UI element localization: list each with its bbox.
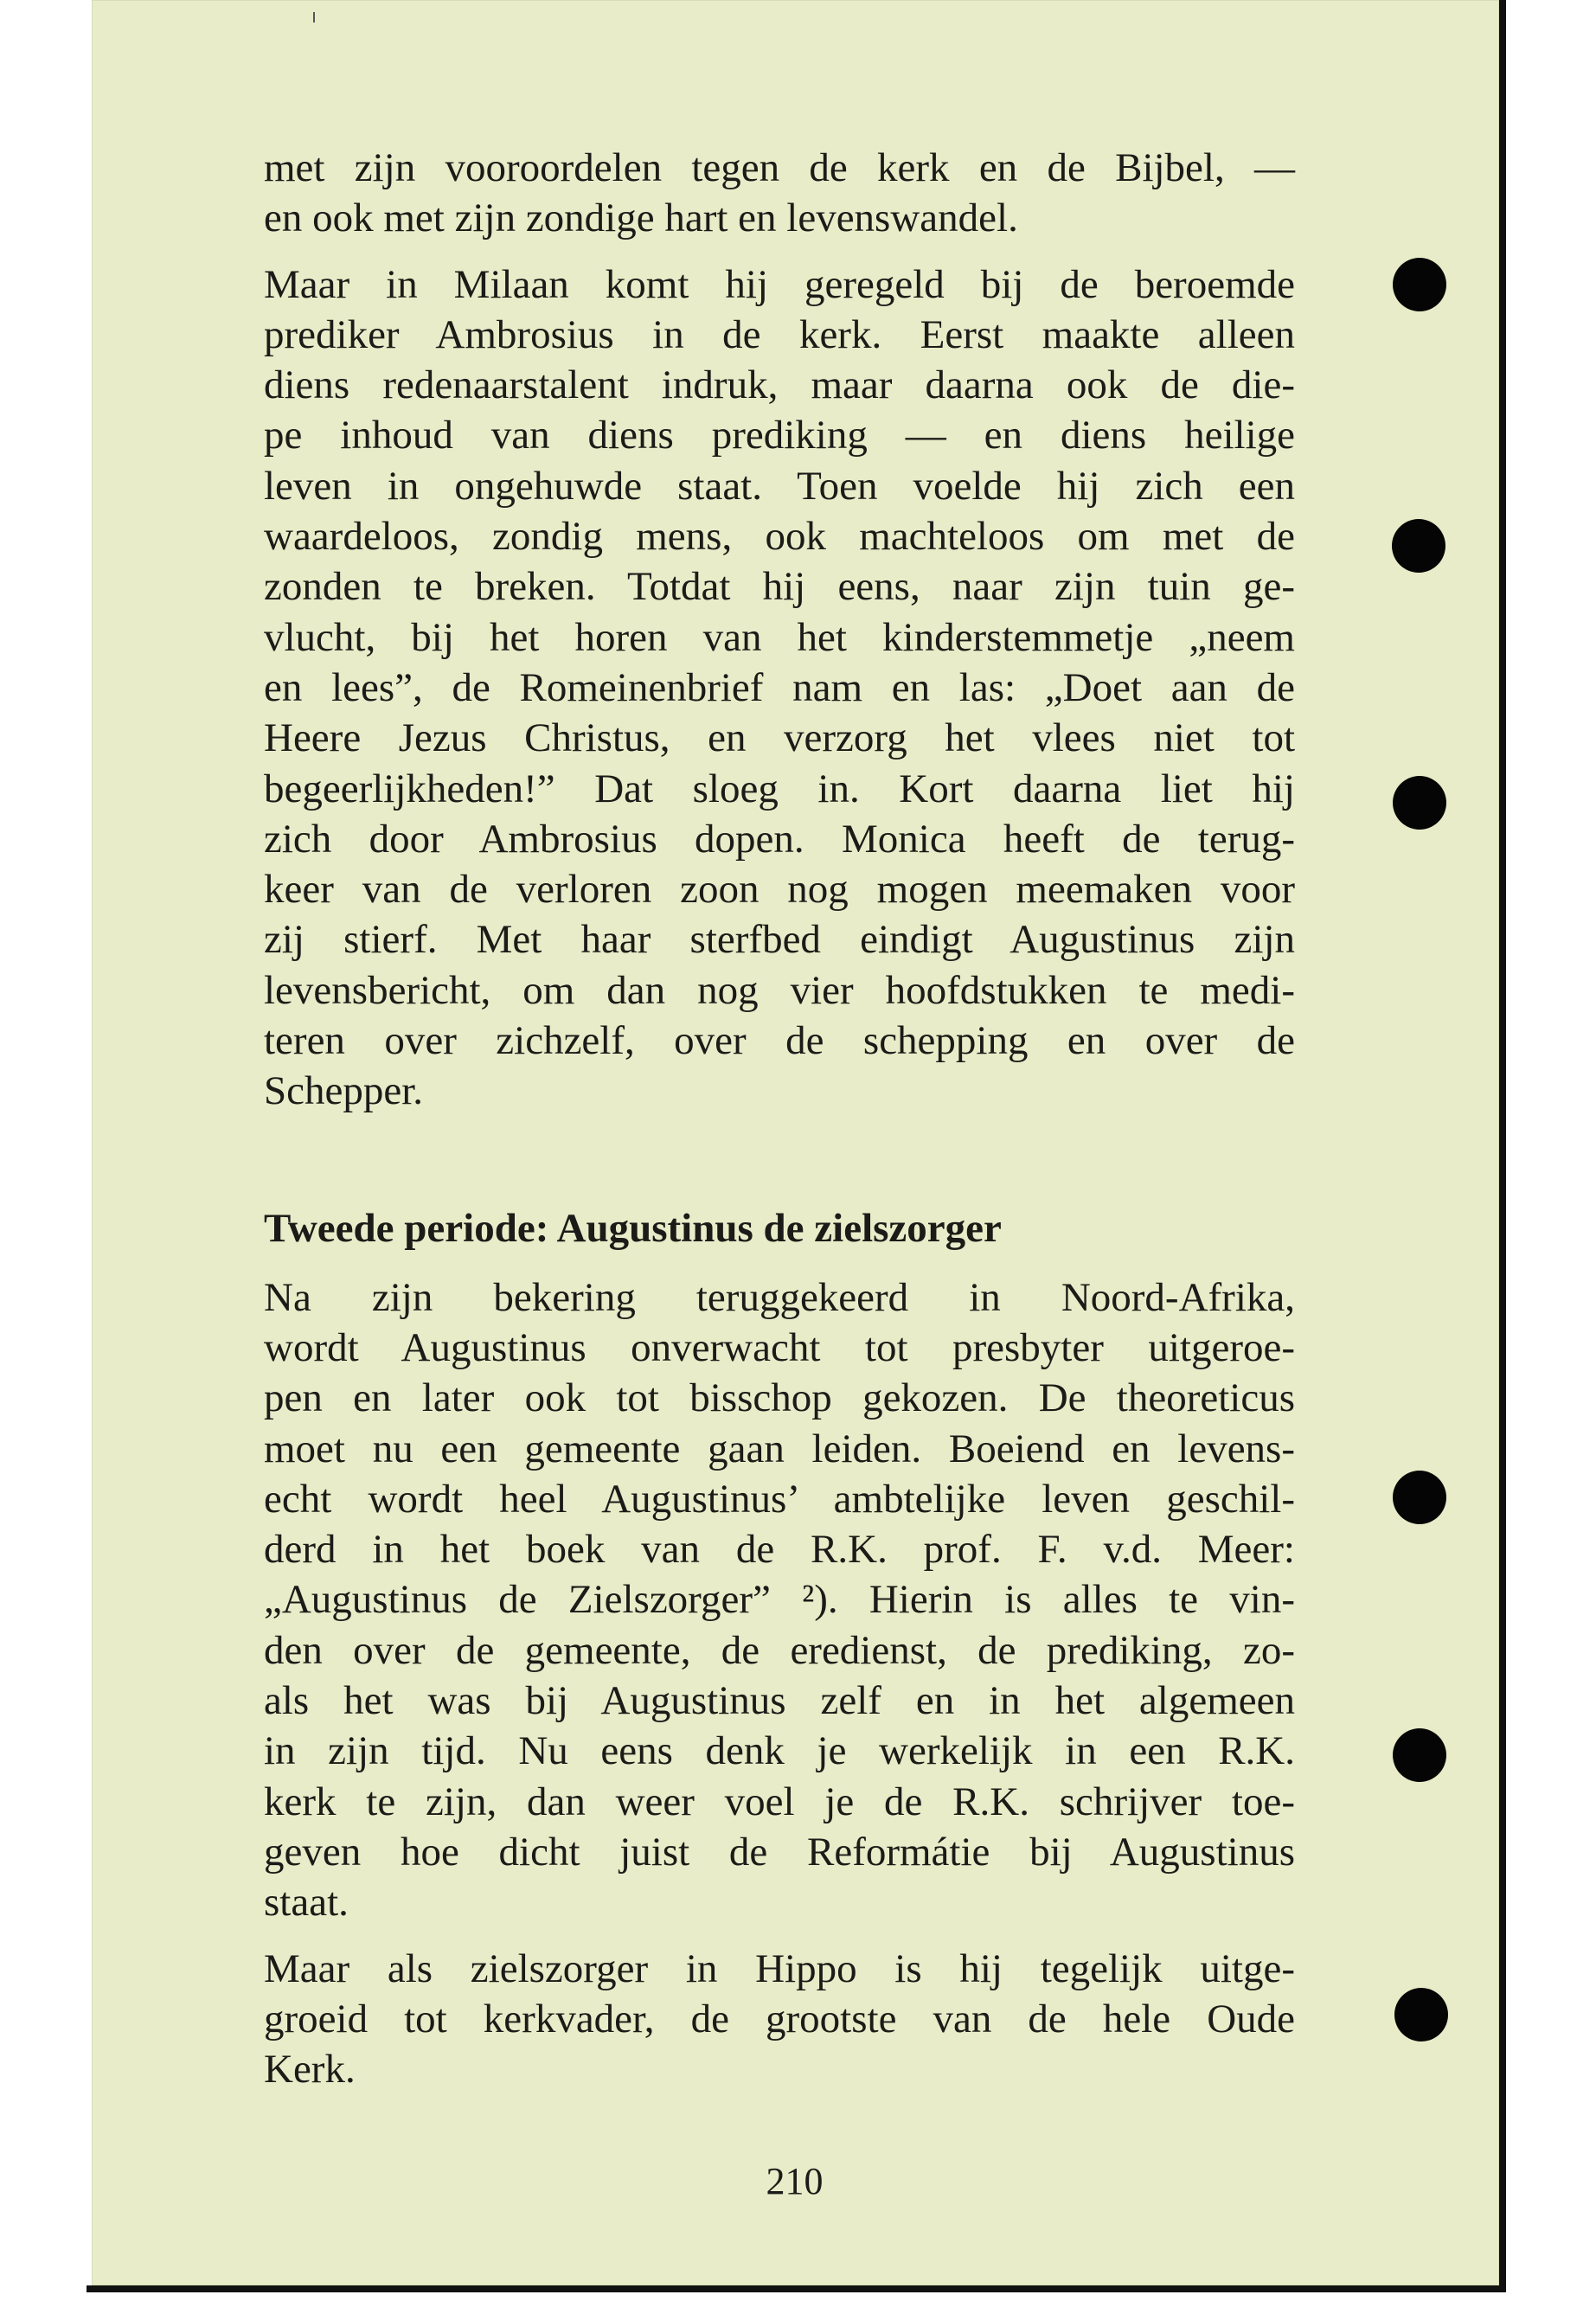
- text-line: wordt Augustinus onverwacht tot presbyter uitgeroe-: [264, 1324, 1295, 1370]
- page-edge-right: [1499, 0, 1506, 2288]
- page-number: [0, 2159, 1596, 2203]
- section-heading: Tweede periode: Augustinus de zielszorger: [264, 1205, 1002, 1251]
- text-line: zich door Ambrosius dopen. Monica heeft de terug-: [264, 816, 1295, 862]
- text-line: en ook met zijn zondige hart en levenswandel.: [264, 195, 1018, 241]
- text-line: keer van de verloren zoon nog mogen meemaken voor: [264, 867, 1295, 913]
- text-line: den over de gemeente, de eredienst, de prediking, zo-: [264, 1627, 1295, 1673]
- text-line: Heere Jezus Christus, en verzorg het vlees niet tot: [264, 715, 1295, 761]
- text-line: groeid tot kerkvader, de grootste van de hele Oude: [264, 1996, 1295, 2041]
- text-line: leven in ongehuwde staat. Toen voelde hij zich een: [264, 463, 1295, 509]
- body-text: [264, 143, 1295, 2094]
- text-line: Maar in Milaan komt hij geregeld bij de beroemde: [264, 261, 1295, 307]
- binder-hole-6: [1394, 1988, 1448, 2041]
- text-line: pen en later ook tot bisschop gekozen. De theoreticus: [264, 1375, 1295, 1421]
- text-line: staat.: [264, 1880, 349, 1926]
- text-line: Schepper.: [264, 1068, 424, 1114]
- text-line: diens redenaarstalent indruk, maar daarna ook de die-: [264, 362, 1295, 408]
- text-line: in zijn tijd. Nu eens denk je werkelijk in een R.K.: [264, 1728, 1295, 1774]
- text-line: Maar als zielszorger in Hippo is hij tegelijk uitge-: [264, 1945, 1295, 1991]
- text-line: teren over zichzelf, over de schepping en over de: [264, 1018, 1295, 1064]
- text-line: pe inhoud van diens prediking — en diens heilige: [264, 413, 1295, 458]
- binder-hole-1: [1393, 258, 1446, 311]
- paragraph-2: [264, 260, 1295, 1117]
- paragraph-4: [264, 1944, 1295, 2095]
- print-speck: [313, 12, 315, 22]
- text-line: geven hoe dicht juist de Reformátie bij Augustinus: [264, 1829, 1295, 1875]
- text-line: zij stierf. Met haar sterfbed eindigt Augustinus zijn: [264, 917, 1295, 963]
- text-line: als het was bij Augustinus zelf en in het algemeen: [264, 1678, 1295, 1724]
- binder-hole-2: [1392, 519, 1445, 573]
- text-line: zonden te breken. Totdat hij eens, naar zijn tuin ge-: [264, 564, 1295, 610]
- binder-hole-5: [1393, 1728, 1446, 1782]
- text-line: kerk te zijn, dan weer voel je de R.K. schrijver toe-: [264, 1779, 1295, 1824]
- binder-hole-4: [1393, 1471, 1446, 1524]
- text-line: waardeloos, zondig mens, ook machteloos om met de: [264, 514, 1295, 560]
- paragraph-3: [264, 1272, 1295, 1928]
- text-line: begeerlijkheden!” Dat sloeg in. Kort daarna liet hij: [264, 766, 1295, 811]
- text-line: en lees”, de Romeinenbrief nam en las: „Doet aan de: [264, 664, 1295, 710]
- text-line: levensbericht, om dan nog vier hoofdstukken te medi-: [264, 967, 1295, 1013]
- text-line: Kerk.: [264, 2047, 356, 2093]
- binder-hole-3: [1393, 776, 1446, 830]
- text-line: prediker Ambrosius in de kerk. Eerst maakte alleen: [264, 311, 1295, 357]
- page-edge-bottom: [87, 2285, 1506, 2292]
- text-line: echt wordt heel Augustinus’ ambtelijke leven geschil-: [264, 1476, 1295, 1522]
- text-line: moet nu een gemeente gaan leiden. Boeiend en levens-: [264, 1426, 1295, 1471]
- text-line: vlucht, bij het horen van het kinderstemmetje „neem: [264, 614, 1295, 660]
- text-line: Na zijn bekering teruggekeerd in Noord-Afrika,: [264, 1274, 1295, 1320]
- paragraph-1: [264, 143, 1295, 244]
- text-line: derd in het boek van de R.K. prof. F. v.d. Meer:: [264, 1527, 1295, 1573]
- text-line: met zijn vooroordelen tegen de kerk en de Bijbel, —: [264, 145, 1295, 190]
- text-line: „Augustinus de Zielszorger” ²). Hierin is alles te vin-: [264, 1577, 1295, 1623]
- page-number-text: 210: [766, 2160, 824, 2202]
